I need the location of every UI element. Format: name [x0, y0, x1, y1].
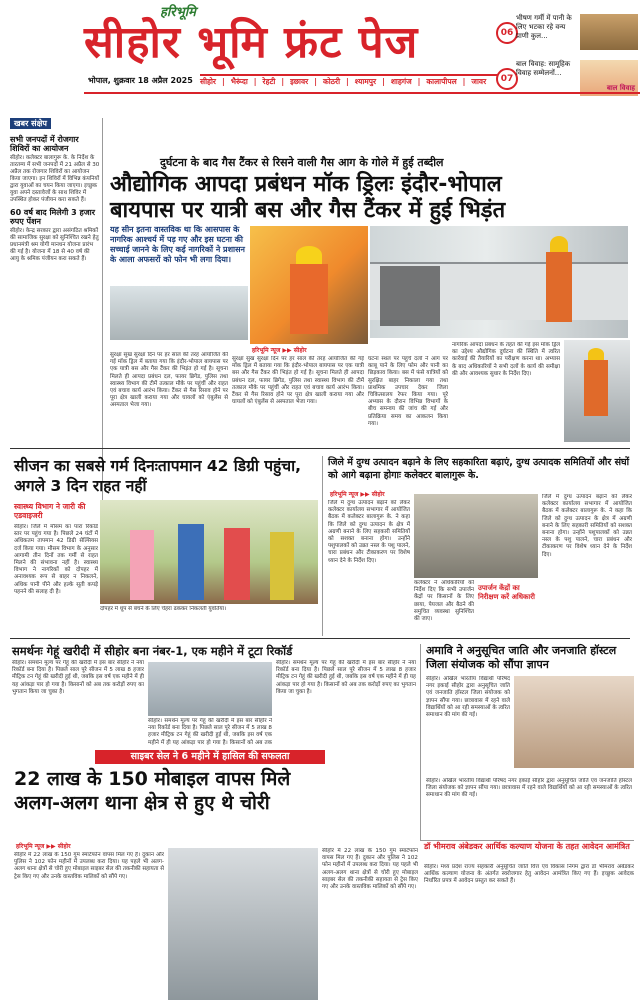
lead-body: घटना स्थल पर पहुंचे दलों ने आग पर काबू पाने के लिए फोम और पानी का छिड़काव किया। बस में फंसे यात्रियों को सुरक्षित बाहर निकाला गया तथा प्राथमिक उपचार देकर जिला चिकित्सालय रेफर किया गया। पूरे अभ्यास के दौरान विभिन्न विभागों के बीच समन्वय की जांच की गई और प्रतिक्रिया समय का आकलन किया गया। [368, 356, 448, 427]
city-link[interactable]: शाहगंज [390, 77, 412, 86]
lead-byline: हरिभूमि न्यूज ▶▶ सीहोर [252, 347, 307, 354]
mobile-headline: 22 लाख के 150 मोबाइल वापस मिले [14, 768, 291, 790]
dateline: भोपाल, शुक्रवार 18 अप्रैल 2025 [88, 76, 193, 85]
heat-headline: सीजन का सबसे गर्म दिनःतापमान 42 डिग्री पहुंचा, अगले 3 दिन राहत नहीं [14, 457, 302, 495]
divider [420, 840, 634, 841]
teaser-number: 07 [496, 68, 518, 90]
lead-body: नागरिक आपदा प्रबंधन के तहत की गई इस मॉक ड्रिल का उद्देश्य औद्योगिक दुर्घटना की स्थिति में त्वरित कार्रवाई की तैयारियों का परीक्षण करना था। अभ्यास के बाद अधिकारियों ने सभी दलों के कार्य की समीक्षा की और आवश्यक सुधार के निर्देश दिए। [452, 342, 560, 377]
heat-subhead: स्वास्थ्य विभाग ने जारी की एडवाइजरी [14, 502, 86, 520]
teaser-photo [580, 14, 638, 50]
mobile-byline: हरिभूमि न्यूज ▶▶ सीहोर [16, 843, 71, 850]
city-link[interactable]: इछावर [290, 77, 309, 86]
lead-photo [370, 226, 628, 338]
lead-headline: बायपास पर यात्री बस और गैस टैंकर में हुई भिड़ंत [110, 198, 506, 223]
scholarship-headline: डॉ भीमराव अंबेडकर आर्थिक कल्याण योजना के तहत आवेदन आमंत्रित [424, 842, 630, 851]
mobile-kicker: साइबर सेल ने 6 महीने में हासिल की सफलता [95, 750, 325, 764]
lead-headline: औद्योगिक आपदा प्रबंधन मॉक ड्रिलः इंदौर-भोपाल [110, 172, 502, 197]
wheat-body: सीहोर। समर्थन मूल्य पर गेहूं की खरीदी में इस बार सीहोर ने नया रिकॉर्ड बना दिया है। पिछले साल पूरे सीजन में 5 लाख 8 हजार मीट्रिक टन गेहूं की खरीदी हुई थी, जबकि इस वर्ष एक महीने में ही यह आंकड़ा पार हो गया है। किसानों को अब तक करोड़ों रुपए का भुगतान किया जा चुका है। [12, 660, 144, 695]
city-link[interactable]: सीहोर [200, 77, 217, 86]
lead-photo [250, 226, 368, 344]
divider [322, 456, 323, 636]
wheat-body: सीहोर। समर्थन मूल्य पर गेहूं की खरीदी में इस बार सीहोर ने नया रिकॉर्ड बना दिया है। पिछले साल पूरे सीजन में 5 लाख 8 हजार मीट्रिक टन गेहूं की खरीदी हुई थी, जबकि इस वर्ष एक महीने में ही यह आंकड़ा पार हो गया है। किसानों को अब तक [148, 718, 272, 746]
hostel-body: सीहोर। अखिल भारतीय विद्यार्थी परिषद नगर इकाई सीहोर द्वारा अनुसूचित जाति एवं जनजाति हॉस्टल जिला संयोजक को ज्ञापन सौंपा गया। छात्रावास में रहने वाले विद्यार्थियों को आ रही समस्याओं के त्वरित समाधान की मांग की गई। [426, 778, 632, 799]
page-title: सीहोर भूमि फ्रंट पेज [84, 17, 419, 68]
lead-body: सुरक्षा सुख सुरक्षा दिन पर हर साल की तरह आयोजित की गई मॉक ड्रिल में बताया गया कि इंदौर-भोपाल बायपास पर एक यात्री बस और गैस टैंकर की भिड़ंत हो गई है। सूचना मिलते ही आपदा प्रबंधन दल, फायर ब्रिगेड, पुलिस तथा स्वास्थ्य विभाग की टीमें तत्काल मौके पर पहुंचीं और राहत एवं बचाव कार्य आरंभ किया। टैंकर से गैस रिसाव होने पर पूरा क्षेत्र खाली कराया गया और घायलों को एंबुलेंस से अस्पताल भेजा गया। [232, 356, 364, 406]
heat-photo [100, 500, 318, 604]
divider [10, 638, 630, 639]
divider [84, 92, 640, 94]
lead-photo [110, 286, 248, 340]
city-link[interactable]: रेहटी [262, 77, 276, 86]
wheat-body: सीहोर। समर्थन मूल्य पर गेहूं की खरीदी में इस बार सीहोर ने नया रिकॉर्ड बना दिया है। पिछले साल पूरे सीजन में 5 लाख 8 हजार मीट्रिक टन गेहूं की खरीदी हुई थी, जबकि इस वर्ष एक महीने में ही यह आंकड़ा पार हो गया है। किसानों को अब तक करोड़ों रुपए का भुगतान किया जा चुका है। [276, 660, 416, 695]
heat-body: सीहोर। जिले में मौसम का पारा रिकॉर्ड स्तर पर पहुंच गया है। पिछले 24 घंटों में अधिकतम तापमान 42 डिग्री सेल्सियस दर्ज किया गया। मौसम विभाग के अनुसार आगामी तीन दिनों तक गर्मी से राहत मिलने की संभावना नहीं है। स्वास्थ्य विभाग ने नागरिकों को दोपहर में अनावश्यक रूप से बाहर न निकलने, अधिक पानी पीने और हल्के सूती कपड़े पहनने की सलाह दी है। [14, 524, 98, 595]
teaser-text: बाल विवाह: सामूहिक विवाह सम्मेलनों... [516, 60, 571, 77]
divider [10, 448, 630, 449]
city-link[interactable]: जावर [471, 77, 487, 86]
mobile-photo [168, 848, 318, 1000]
brief-title: सभी जनपदों में रोजगार शिविरों का आयोजन [10, 135, 79, 153]
dairy-photo [414, 494, 538, 578]
brand-logo: हरिभूमि [160, 5, 196, 20]
city-nav: सीहोर | भैरूंदा | रेहटी | इछावर | कोठरी | श्यामपुर | शाहगंज | कालापीपल | जावर [200, 74, 516, 87]
heat-caption: दोपहर में धूप से बचने के लिए चेहरा ढंककर निकलती युवतियां। [100, 606, 227, 612]
wheat-photo [148, 662, 272, 716]
lead-photo [564, 340, 630, 442]
brief-body: सीहोर। कलेक्टर बालागुरू के. के निर्देश के तारतम्य में सभी जनपदों में 21 अप्रैल से 30 अप्रैल तक रोजगार शिविरों का आयोजन किया जाएगा। इन शिविरों में विभिन्न कंपनियों द्वारा युवाओं का चयन किया जाएगा। इच्छुक युवा अपने दस्तावेजों के साथ शिविर में उपस्थित होकर पंजीयन करा सकते हैं। [10, 155, 100, 203]
dairy-subhead: उपार्जन केंद्रों का निरीक्षण करें अधिकारी [478, 584, 535, 601]
city-link[interactable]: कालापीपल [426, 77, 457, 86]
hostel-body: सीहोर। अखिल भारतीय विद्यार्थी परिषद नगर इकाई सीहोर द्वारा अनुसूचित जाति एवं जनजाति हॉस्टल जिला संयोजक को ज्ञापन सौंपा गया। छात्रावास में रहने वाले विद्यार्थियों को आ रही समस्याओं के त्वरित समाधान की मांग की गई। [426, 676, 510, 719]
divider [420, 644, 421, 840]
city-link[interactable]: कोठरी [322, 77, 341, 86]
mobile-body: सीहोर में 22 लाख के 150 गुम स्मार्टफोन वापस मिल गए हैं। दुकान और पुलिस ने 102 फोन महीनों में उपलब्ध करा दिया। यह पहले भी अलग-अलग थाना क्षेत्रों से चोरी हुए मोबाइल साइबर सेल की तकनीकी सहायता से ट्रेस किए गए और उनके वास्तविक मालिकों को सौंपे गए। [322, 848, 418, 891]
mobile-headline: अलग-अलग थाना क्षेत्र से हुए थे चोरी [14, 792, 270, 814]
dairy-headline: जिले में दुग्ध उत्पादन बढ़ाने के लिए सहकारिता बढ़ाएं, दुग्ध उत्पादक समितियों और संघों को आगे बढ़ाना होगाः कलेक्टर बालागुरू के. [328, 457, 630, 481]
hostel-headline: अमावि ने अनुसूचित जाति और जनजाति हॉस्टल जिला संयोजक को सौंपा ज्ञापन [426, 644, 617, 671]
lead-kicker: दुर्घटना के बाद गैस टैंकर से रिसने वाली गैस आग के गोले में हुई तब्दील [160, 156, 444, 169]
city-link[interactable]: भैरूंदा [230, 77, 248, 86]
lead-body: सुरक्षा सुख सुरक्षा दिन पर हर साल की तरह आयोजित की गई मॉक ड्रिल में बताया गया कि इंदौर-भोपाल बायपास पर एक यात्री बस और गैस टैंकर की भिड़ंत हो गई है। सूचना मिलते ही आपदा प्रबंधन दल, फायर ब्रिगेड, पुलिस तथा स्वास्थ्य विभाग की टीमें तत्काल मौके पर पहुंचीं और राहत एवं बचाव कार्य आरंभ किया। टैंकर से गैस रिसाव होने पर पूरा क्षेत्र खाली कराया गया और घायलों को एंबुलेंस से अस्पताल भेजा गया। [110, 352, 228, 409]
dairy-byline: हरिभूमि न्यूज ▶▶ सीहोर [330, 491, 385, 498]
teaser-box[interactable] [496, 14, 640, 52]
brief-title: 60 वर्ष बाद मिलेगी 3 हजार रुपए पेंशन [10, 208, 95, 226]
mobile-body: सीहोर में 22 लाख के 150 गुम स्मार्टफोन वापस मिल गए हैं। दुकान और पुलिस ने 102 फोन महीनों में उपलब्ध करा दिया। यह पहले भी अलग-अलग थाना क्षेत्रों से चोरी हुए मोबाइल साइबर सेल की तकनीकी सहायता से ट्रेस किए गए और उनके वास्तविक मालिकों को सौंपे गए। [14, 852, 164, 880]
lead-deck: यह सीन इतना वास्तविक था कि आसपास के नागरिक आश्चर्य में पड़ गए और इस घटना की सच्चाई जानने के लिए कई नागरिकों ने प्रशासन के आला अफसरों को फोन भी लगा दिया। [110, 225, 245, 264]
teaser-text: भीषण गर्मी में पानी के लिए भटका रहे वन्य प्राणी कुल... [516, 14, 572, 40]
dairy-body: कलेक्टर ने अधिकारियों को निर्देश दिए कि सभी उपार्जन केंद्रों पर किसानों के लिए छाया, पेयजल और बैठने की समुचित व्यवस्था सुनिश्चित की जाए। [414, 580, 474, 623]
dairy-body: जिले में दुग्ध उत्पादन बढ़ाने को लेकर कलेक्टर कार्यालय सभागार में आयोजित बैठक में कलेक्टर बालागुरू के. ने कहा कि जिले को दुग्ध उत्पादन के क्षेत्र में अग्रणी बनाने के लिए सहकारी समितियों को सशक्त बनाना होगा। उन्होंने पशुपालकों को उन्नत नस्ल के पशु पालने, चारा प्रबंधन और टीकाकरण पर विशेष ध्यान देने के निर्देश दिए। [328, 500, 410, 564]
wheat-headline: समर्थनः गेहूं खरीदी में सीहोर बना नंबर-1, एक महीने में टूटा रिकॉर्ड [12, 644, 293, 658]
scholarship-body: सीहोर। मध्य प्रदेश राज्य सहकारी अनुसूचित जाति वित्त एवं विकास निगम द्वारा डॉ भीमराव अंबेडकर आर्थिक कल्याण योजना के अंतर्गत स्वरोजगार हेतु आवेदन आमंत्रित किए गए हैं। इच्छुक आवेदक निर्धारित प्रपत्र में आवेदन प्रस्तुत कर सकते हैं। [424, 864, 634, 885]
hostel-photo [514, 676, 634, 768]
city-link[interactable]: श्यामपुर [354, 77, 377, 86]
teaser-number: 06 [496, 22, 518, 44]
brief-body: सीहोर। केन्द्र सरकार द्वारा असंगठित श्रमिकों की सामाजिक सुरक्षा को सुनिश्चित रखने हेतु प्रधानमंत्री श्रम योगी मानधन योजना प्रारंभ की गई है। योजना में 18 से 40 वर्ष की आयु के श्रमिक पंजीयन करा सकते हैं। [10, 228, 99, 262]
sidebar-tag: खबर संक्षेप [10, 118, 51, 129]
teaser-photo [580, 60, 638, 96]
dairy-body: जिले में दुग्ध उत्पादन बढ़ाने को लेकर कलेक्टर कार्यालय सभागार में आयोजित बैठक में कलेक्टर बालागुरू के. ने कहा कि जिले को दुग्ध उत्पादन के क्षेत्र में अग्रणी बनाने के लिए सहकारी समितियों को सशक्त बनाना होगा। उन्होंने पशुपालकों को उन्नत नस्ल के पशु पालने, चारा प्रबंधन और टीकाकरण पर विशेष ध्यान देने के निर्देश दिए। [542, 494, 632, 558]
teaser-image-label: बाल विवाह [606, 84, 635, 92]
